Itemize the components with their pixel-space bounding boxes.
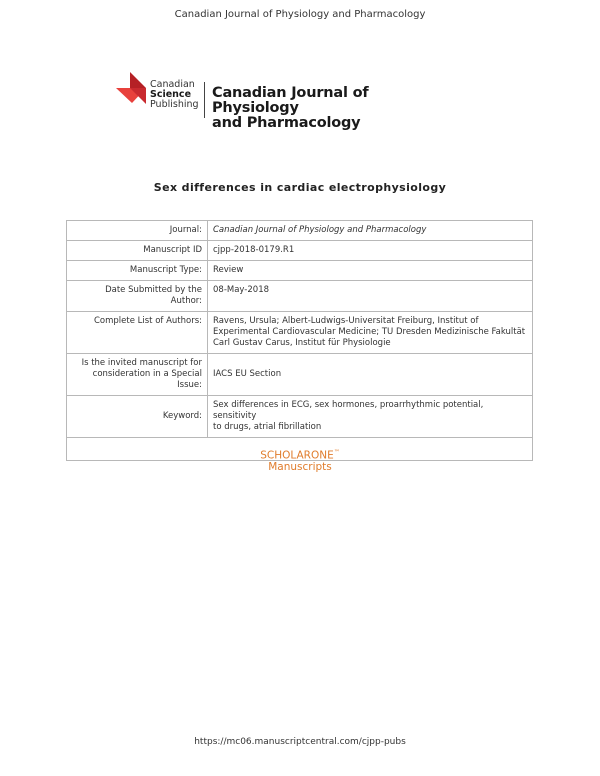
authors-line-1: Ravens, Ursula; Albert-Ludwigs-Universitat Freiburg, Institut of — [213, 316, 479, 326]
publisher-line-2: Science — [150, 89, 192, 100]
special-issue-label-line-2: consideration in a Special — [92, 369, 202, 379]
keywords-value — [208, 396, 533, 438]
scholarone-wordmark: SCHOLARONE — [260, 449, 334, 462]
special-issue-value: IACS EU Section — [208, 354, 533, 396]
journal-name-line-2: and Pharmacology — [212, 115, 361, 131]
publisher-line-1: Canadian — [150, 79, 195, 90]
table-row — [67, 396, 533, 438]
authors-line-3: Carl Gustav Carus, Institut für Physiologie — [213, 338, 391, 348]
authors-line-2: Experimental Cardiovascular Medicine; TU Dresden Medizinische Fakultät — [213, 327, 526, 337]
table-row — [67, 354, 533, 396]
document-title: Sex differences in cardiac electrophysiology — [153, 181, 447, 194]
scholarone-logo — [0, 447, 600, 473]
brand-divider — [204, 82, 205, 118]
journal-value: Canadian Journal of Physiology and Pharmacology — [208, 221, 533, 241]
publisher-name — [150, 80, 199, 110]
row-label: Manuscript ID — [67, 241, 208, 261]
scholarone-manuscripts: Manuscripts — [268, 460, 332, 473]
row-label: Manuscript Type: — [67, 261, 208, 281]
footer-url: https://mc06.manuscriptcentral.com/cjpp-pubs — [194, 737, 406, 747]
table-row — [67, 221, 533, 241]
manuscript-metadata-table — [66, 220, 533, 461]
keywords-line-1: Sex differences in ECG, sex hormones, proarrhythmic potential, sensitivity — [213, 400, 484, 421]
row-label: Journal: — [67, 221, 208, 241]
special-issue-label-line-1: Is the invited manuscript for — [81, 358, 202, 368]
journal-brand — [116, 72, 446, 131]
journal-name-line-1: Canadian Journal of Physiology — [212, 85, 369, 116]
row-label: Date Submitted by the Author: — [67, 281, 208, 312]
running-header: Canadian Journal of Physiology and Pharmacology — [174, 9, 426, 20]
table-row — [67, 241, 533, 261]
publisher-line-3: Publishing — [150, 99, 199, 110]
table-row — [67, 312, 533, 354]
date-submitted-value: 08-May-2018 — [208, 281, 533, 312]
journal-name — [212, 86, 446, 131]
row-label: Keyword: — [67, 396, 208, 438]
table-row — [67, 261, 533, 281]
keywords-line-2: to drugs, atrial fibrillation — [213, 422, 322, 432]
row-label: Complete List of Authors: — [67, 312, 208, 354]
manuscript-id-value: cjpp-2018-0179.R1 — [208, 241, 533, 261]
table-row — [67, 281, 533, 312]
authors-value — [208, 312, 533, 354]
special-issue-label-line-3: Issue: — [177, 380, 202, 390]
row-label — [67, 354, 208, 396]
manuscript-type-value: Review — [208, 261, 533, 281]
scholarone-trademark: ™ — [333, 449, 340, 456]
